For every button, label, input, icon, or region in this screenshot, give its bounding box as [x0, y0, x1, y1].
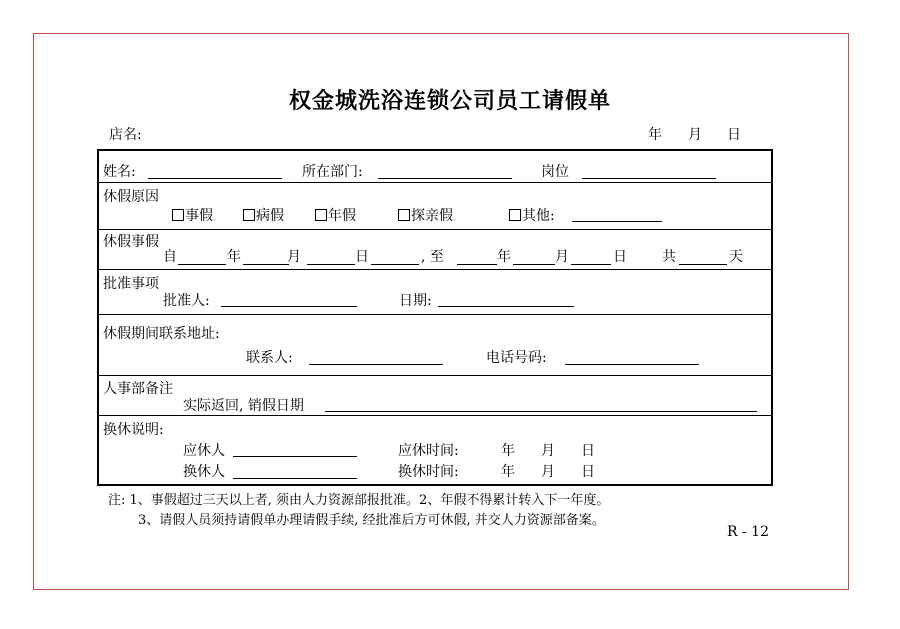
checkbox[interactable] — [315, 209, 327, 221]
reason-option-personal[interactable] — [172, 205, 213, 225]
to-day-field[interactable] — [571, 264, 611, 265]
row-divider — [97, 375, 773, 376]
to-month-field[interactable] — [513, 264, 555, 265]
option-label: 探亲假 — [411, 208, 453, 224]
from-month-label: 月 — [287, 249, 301, 265]
checkbox[interactable] — [243, 209, 255, 221]
should-rest-label: 应休人 — [183, 443, 225, 459]
option-label: 事假 — [185, 208, 213, 224]
option-label: 其他: — [522, 208, 555, 224]
swap-rest-label: 换休人 — [183, 464, 225, 480]
reason-label: 休假原因 — [103, 189, 159, 205]
reason-option-sick[interactable] — [243, 205, 284, 225]
swap-day-label: 日 — [581, 464, 595, 480]
should-day-label: 日 — [581, 443, 595, 459]
to-label: , 至 — [421, 249, 444, 265]
header-year: 年 — [648, 127, 662, 143]
position-field[interactable] — [582, 178, 716, 179]
should-year-label: 年 — [501, 443, 515, 459]
phone-field[interactable] — [565, 364, 699, 365]
approver-field[interactable] — [221, 306, 357, 307]
note-line-1: 注: 1、事假超过三天以上者, 须由人力资源部报批准。2、年假不得累计转入下一年度。 — [108, 493, 610, 508]
should-rest-time-label: 应休时间: — [398, 443, 459, 459]
return-date-label: 实际返回, 销假日期 — [183, 398, 304, 414]
row-divider — [97, 314, 773, 315]
should-rest-field[interactable] — [233, 456, 357, 457]
row-divider — [97, 269, 773, 270]
checkbox[interactable] — [398, 209, 410, 221]
dept-label: 所在部门: — [302, 164, 363, 180]
to-year-label: 年 — [497, 249, 511, 265]
note-line-2: 3、请假人员须持请假单办理请假手续, 经批准后方可休假, 并交人力资源部备案。 — [138, 513, 605, 528]
dept-field[interactable] — [378, 178, 512, 179]
swap-rest-field[interactable] — [233, 478, 357, 479]
from-day-field[interactable] — [307, 264, 355, 265]
should-month-label: 月 — [541, 443, 555, 459]
checkbox[interactable] — [172, 209, 184, 221]
header-day: 日 — [727, 127, 741, 143]
from-day-label: 日 — [355, 249, 369, 265]
from-extra-field[interactable] — [371, 264, 419, 265]
approver-label: 批准人: — [163, 293, 210, 309]
row-divider — [97, 229, 773, 230]
approve-date-label: 日期: — [399, 293, 432, 309]
form-title: 权金城洗浴连锁公司员工请假单 — [288, 89, 611, 114]
name-field[interactable] — [148, 178, 282, 179]
other-reason-field[interactable] — [572, 221, 662, 222]
total-label: 共 — [662, 249, 676, 265]
option-label: 病假 — [256, 208, 284, 224]
to-month-label: 月 — [555, 249, 569, 265]
name-label: 姓名: — [103, 164, 136, 180]
form-code: R - 12 — [727, 524, 769, 540]
leave-form-table — [97, 149, 773, 486]
store-label: 店名: — [109, 127, 142, 143]
swap-label: 换休说明: — [103, 422, 164, 438]
checkbox[interactable] — [509, 209, 521, 221]
reason-option-family-visit[interactable] — [398, 205, 453, 225]
approve-date-field[interactable] — [438, 306, 574, 307]
reason-option-annual[interactable] — [315, 205, 356, 225]
row-divider — [97, 182, 773, 183]
total-days-field[interactable] — [679, 264, 727, 265]
swap-month-label: 月 — [541, 464, 555, 480]
header-month: 月 — [688, 127, 702, 143]
hr-remarks-label: 人事部备注 — [103, 381, 173, 397]
phone-label: 电话号码: — [486, 350, 547, 366]
swap-year-label: 年 — [501, 464, 515, 480]
from-month-field[interactable] — [243, 264, 289, 265]
days-label: 天 — [729, 249, 743, 265]
from-label: 自 — [163, 249, 177, 265]
to-day-label: 日 — [613, 249, 627, 265]
return-date-field[interactable] — [325, 411, 757, 412]
leave-label: 休假事假 — [103, 234, 159, 250]
option-label: 年假 — [328, 208, 356, 224]
position-label: 岗位 — [541, 164, 569, 180]
approve-label: 批准事项 — [103, 276, 159, 292]
row-divider — [97, 415, 773, 416]
from-year-label: 年 — [227, 249, 241, 265]
to-year-field[interactable] — [457, 264, 497, 265]
reason-option-other[interactable] — [509, 205, 555, 225]
from-year-field[interactable] — [178, 264, 226, 265]
swap-rest-time-label: 换休时间: — [398, 464, 459, 480]
contact-person-label: 联系人: — [246, 350, 293, 366]
contact-address-label: 休假期间联系地址: — [103, 326, 220, 342]
contact-person-field[interactable] — [309, 364, 443, 365]
